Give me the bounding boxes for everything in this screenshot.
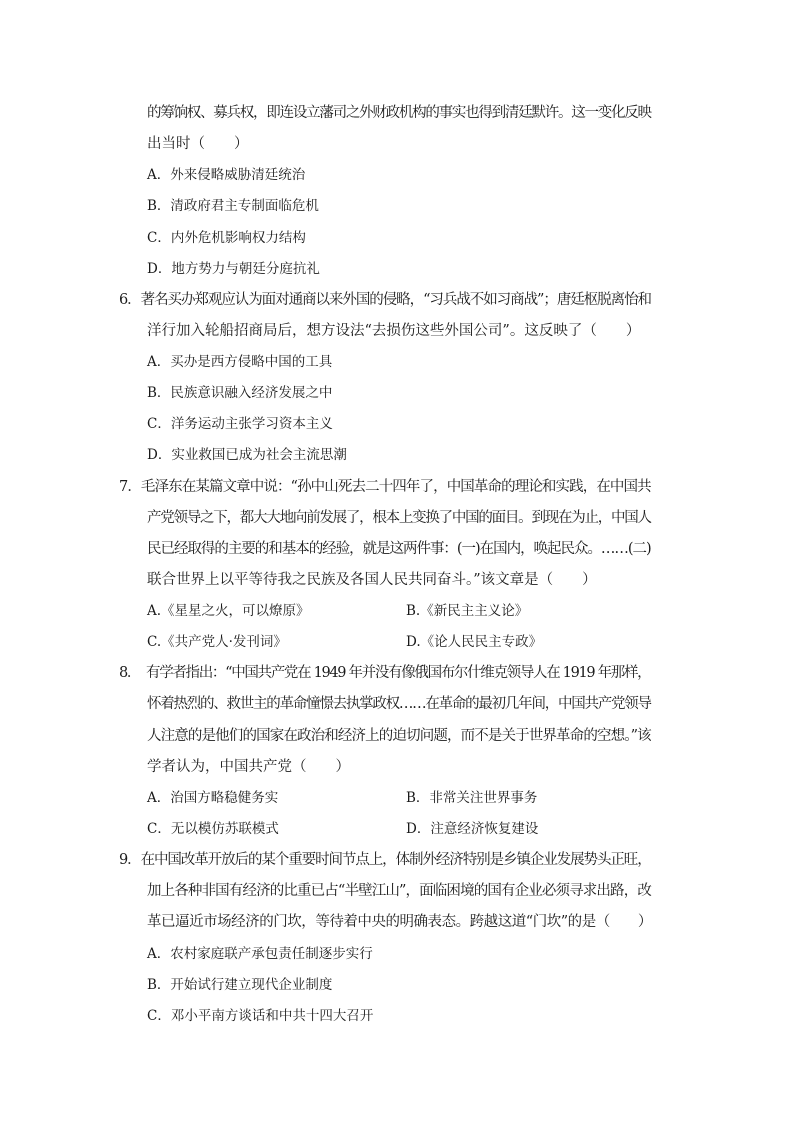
question-7-option-d: D.《论人民民主专政》 [406,634,543,650]
question-7-option-c: C.《共产党人·发刊词》 [147,634,287,650]
question-5-continued-line-1: 的筹饷权、募兵权，即连设立藩司之外财政机构的事实也得到清廷默许。这一变化反映 [147,105,651,121]
question-8-option-d: D．注意经济恢复建设 [406,821,539,837]
question-9-option-b: B．开始试行建立现代企业制度 [147,977,333,993]
question-5-continued-line-2: 出当时（ ） [147,136,249,152]
question-6-option-a: A．买办是西方侵略中国的工具 [147,354,333,370]
question-7-stem-line-1: 7．毛泽东在某篇文章中说：“孙中山死去二十四年了，中国革命的理论和实践，在中国共 [119,479,651,495]
question-9-stem-line-1: 9．在中国改革开放后的某个重要时间节点上，体制外经济特别是乡镇企业发展势头正旺， [119,852,651,868]
question-9-stem-line-2: 加上各种非国有经济的比重已占“半壁江山”，面临困境的国有企业必须寻求出路，改 [147,883,651,899]
question-9-option-a: A．农村家庭联产承包责任制逐步实行 [147,946,373,962]
question-6-stem-line-2: 洋行加入轮船招商局后，想方设法“去损伤这些外国公司”。这反映了（ ） [147,323,641,339]
question-6-stem-line-1: 6．著名买办郑观应认为面对通商以来外国的侵略，“习兵战不如习商战”；唐廷枢脱离怡和 [119,292,651,308]
question-5-option-c: C．内外危机影响权力结构 [147,230,306,246]
question-8-stem-line-2: 怀着热烈的、救世主的革命憧憬去执掌政权……在革命的最初几年间，中国共产党领导 [147,696,651,712]
question-9-stem-line-3: 革已逼近市场经济的门坎，等待着中央的明确表态。跨越这道“门坎”的是（ ） [147,914,652,930]
question-8-stem-line-3: 人注意的是他们的国家在政治和经济上的迫切问题，而不是关于世界革命的空想。”该 [147,728,651,744]
question-8-option-c: C．无以模仿苏联模式 [147,821,279,837]
question-7-stem-line-2: 产党领导之下，都大大地向前发展了，根本上变换了中国的面目。到现在为止，中国人 [147,510,651,526]
question-5-option-d: D．地方势力与朝廷分庭抗礼 [147,261,320,277]
question-6-option-d: D．实业救国已成为社会主流思潮 [147,447,347,463]
question-6-option-c: C．洋务运动主张学习资本主义 [147,416,333,432]
question-7-stem-line-4: 联合世界上以平等待我之民族及各国人民共同奋斗。”该文章是（ ） [147,572,597,588]
question-7-option-a: A.《星星之火，可以燎原》 [147,603,310,619]
question-8-option-a: A．治国方略稳健务实 [147,790,279,806]
question-8-stem-line-4: 学者认为，中国共产党（ ） [147,759,350,775]
question-9-option-c: C．邓小平南方谈话和中共十四大召开 [147,1008,374,1024]
question-6-option-b: B．民族意识融入经济发展之中 [147,385,333,401]
question-5-option-a: A．外来侵略威胁清廷统治 [147,167,306,183]
question-8-stem-line-1: 8． 有学者指出：“中国共产党在 1949 年并没有像俄国布尔什维克领导人在 1919 年那样， [119,665,651,681]
question-5-option-b: B．清政府君主专制面临危机 [147,198,319,214]
question-7-stem-line-3: 民已经取得的主要的和基本的经验，就是这两件事：(一)在国内，唤起民众。……(二) [147,541,651,557]
question-7-option-b: B.《新民主主义论》 [406,603,529,619]
question-8-option-b: B．非常关注世界事务 [406,790,538,806]
